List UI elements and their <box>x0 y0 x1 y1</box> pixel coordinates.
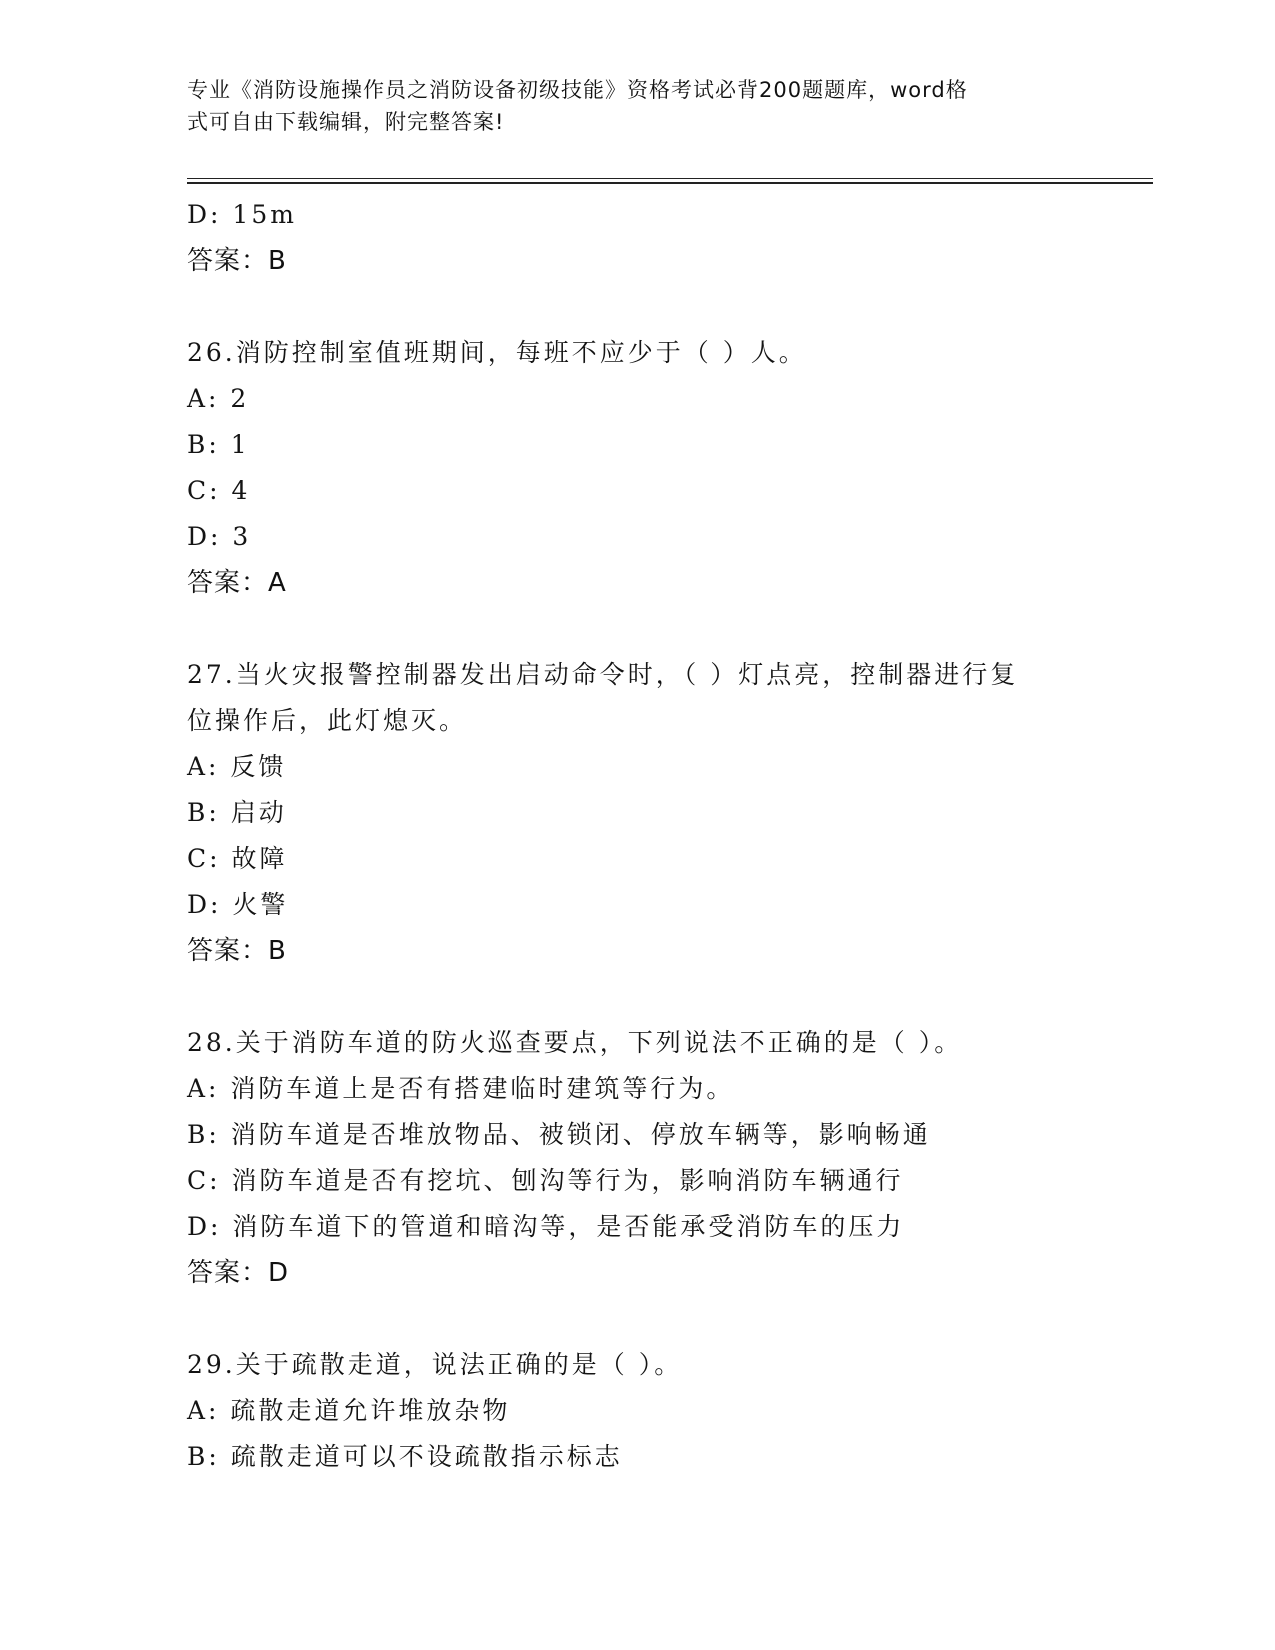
question-29 <box>187 1342 1117 1480</box>
question-stem: 26.消防控制室值班期间，每班不应少于（ ）人。 <box>187 338 807 367</box>
prev-option-d: D: 15m <box>187 200 297 229</box>
header-line-2: 式可自由下载编辑，附完整答案! <box>187 110 505 134</box>
option-c: C: 4 <box>187 476 251 505</box>
option-b: B: 疏散走道可以不设疏散指示标志 <box>187 1442 623 1471</box>
question-28 <box>187 1020 1117 1296</box>
header-rule-thin <box>187 178 1153 179</box>
option-b: B: 消防车道是否堆放物品、被锁闭、停放车辆等，影响畅通 <box>187 1120 931 1149</box>
header-rule-thick <box>187 182 1153 184</box>
question-stem: 29.关于疏散走道，说法正确的是（ ）。 <box>187 1350 683 1379</box>
header-line-1: 专业《消防设施操作员之消防设备初级技能》资格考试必背200题题库，word格 <box>187 78 968 102</box>
option-a: A: 疏散走道允许堆放杂物 <box>187 1396 511 1425</box>
question-stem: 28.关于消防车道的防火巡查要点，下列说法不正确的是（ ）。 <box>187 1028 963 1057</box>
option-d: D: 3 <box>187 522 252 551</box>
option-c: C: 消防车道是否有挖坑、刨沟等行为，影响消防车辆通行 <box>187 1166 904 1195</box>
answer: 答案：B <box>187 936 287 966</box>
option-a: A: 消防车道上是否有搭建临时建筑等行为。 <box>187 1074 735 1103</box>
question-list <box>187 192 1117 1480</box>
prev-answer: 答案：B <box>187 246 287 276</box>
option-c: C: 故障 <box>187 844 288 873</box>
option-a: A: 2 <box>187 384 250 413</box>
question-27 <box>187 652 1117 974</box>
option-d: D: 火警 <box>187 890 289 919</box>
answer: 答案：D <box>187 1258 290 1288</box>
option-b: B: 1 <box>187 430 250 459</box>
question-stem-line-2: 位操作后，此灯熄灭。 <box>187 706 468 735</box>
option-a: A: 反馈 <box>187 752 287 781</box>
option-d: D: 消防车道下的管道和暗沟等，是否能承受消防车的压力 <box>187 1212 905 1241</box>
answer: 答案：A <box>187 568 287 598</box>
question-stem-line-1: 27.当火灾报警控制器发出启动命令时，（ ）灯点亮，控制器进行复 <box>187 660 1019 689</box>
option-b: B: 启动 <box>187 798 287 827</box>
question-26 <box>187 330 1117 606</box>
document-header <box>187 74 1067 138</box>
